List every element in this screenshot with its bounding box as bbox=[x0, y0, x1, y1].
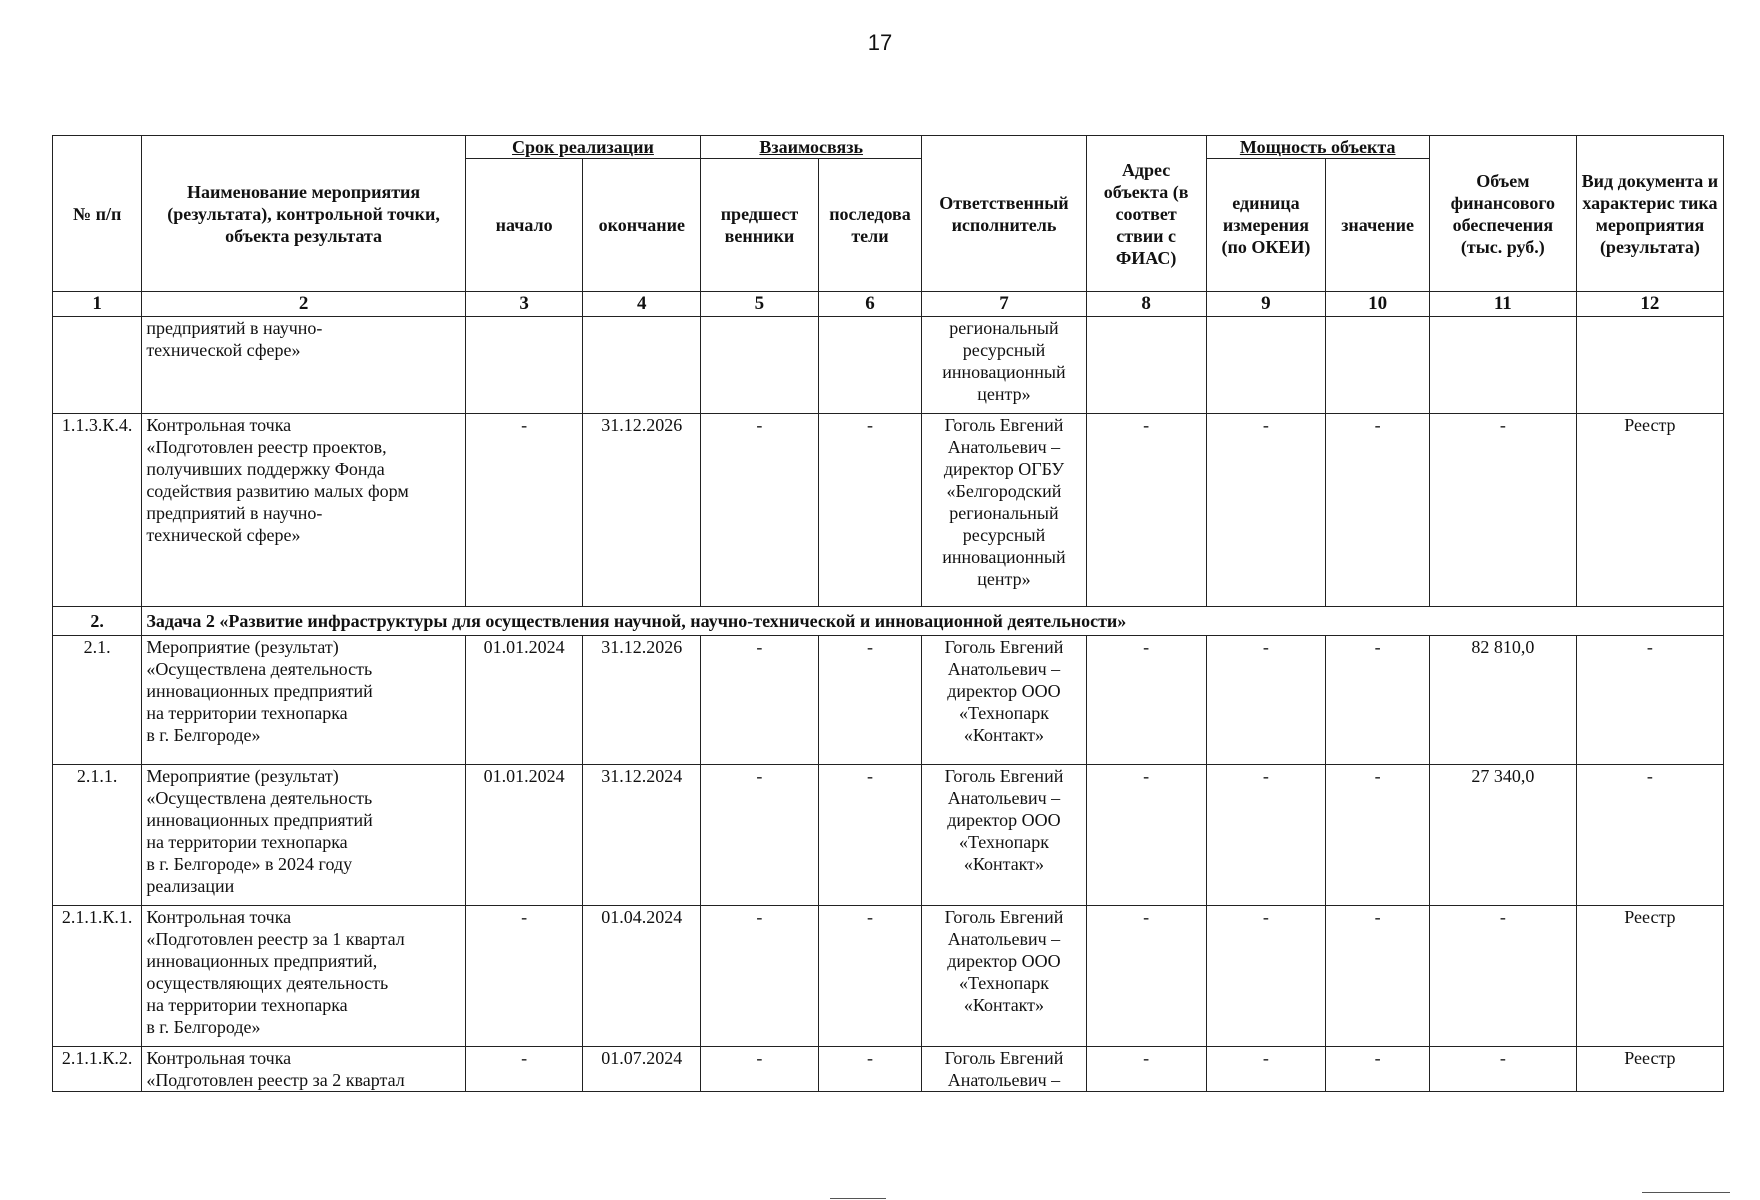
cell-start bbox=[465, 317, 583, 414]
column-number: 4 bbox=[583, 292, 701, 317]
column-numbers-row bbox=[53, 292, 1724, 317]
column-number: 7 bbox=[922, 292, 1086, 317]
cell-doc: - bbox=[1576, 636, 1723, 765]
cell-pred: - bbox=[701, 1047, 819, 1092]
cell-unit: - bbox=[1206, 906, 1326, 1047]
cell-end: 01.04.2024 bbox=[583, 906, 701, 1047]
column-number: 3 bbox=[465, 292, 583, 317]
cell-name: предприятий в научно- технической сфере» bbox=[142, 317, 466, 414]
cell-value: - bbox=[1326, 1047, 1429, 1092]
cell-address: - bbox=[1086, 414, 1206, 607]
cell-unit: - bbox=[1206, 636, 1326, 765]
cell-finance: - bbox=[1429, 414, 1576, 607]
cell-succ: - bbox=[818, 1047, 921, 1092]
cell-end bbox=[583, 317, 701, 414]
cell-doc: Реестр bbox=[1576, 906, 1723, 1047]
cell-end: 31.12.2026 bbox=[583, 636, 701, 765]
table-row bbox=[53, 765, 1724, 906]
cell-doc bbox=[1576, 317, 1723, 414]
cell-pred: - bbox=[701, 414, 819, 607]
column-number: 8 bbox=[1086, 292, 1206, 317]
cell-start: - bbox=[465, 414, 583, 607]
cell-value: - bbox=[1326, 414, 1429, 607]
table-header bbox=[53, 136, 1724, 317]
cell-doc: Реестр bbox=[1576, 1047, 1723, 1092]
header-end: окончание bbox=[583, 159, 701, 292]
header-num: № п/п bbox=[53, 136, 142, 292]
cell-value: - bbox=[1326, 906, 1429, 1047]
cell-unit: - bbox=[1206, 414, 1326, 607]
cell-num: 2. bbox=[53, 607, 142, 636]
cell-name: Контрольная точка «Подготовлен реестр за 2 квартал bbox=[142, 1047, 466, 1092]
header-doc: Вид документа и характерис тика мероприятия (результата) bbox=[1576, 136, 1723, 292]
cell-succ bbox=[818, 317, 921, 414]
header-name: Наименование мероприятия (результата), контрольной точки, объекта результата bbox=[142, 136, 466, 292]
header-finance: Объем финансового обеспечения (тыс. руб.) bbox=[1429, 136, 1576, 292]
column-number: 1 bbox=[53, 292, 142, 317]
cell-num: 2.1.1.К.2. bbox=[53, 1047, 142, 1092]
header-address: Адрес объекта (в соответ ствии с ФИАС) bbox=[1086, 136, 1206, 292]
task-row bbox=[53, 607, 1724, 636]
task-title: Задача 2 «Развитие инфраструктуры для осуществления научной, научно-технической и инновационной деятельности» bbox=[142, 607, 1724, 636]
cell-num: 2.1. bbox=[53, 636, 142, 765]
table-row bbox=[53, 1047, 1724, 1092]
column-number: 12 bbox=[1576, 292, 1723, 317]
header-term-group: Срок реализации bbox=[465, 136, 700, 159]
table-row bbox=[53, 317, 1724, 414]
column-number: 9 bbox=[1206, 292, 1326, 317]
cell-value bbox=[1326, 317, 1429, 414]
column-number: 6 bbox=[818, 292, 921, 317]
cell-name: Мероприятие (результат) «Осуществлена деятельность инновационных предприятий на территории технопарка в г. Белгороде» в 2024 году реализации bbox=[142, 765, 466, 906]
cell-value: - bbox=[1326, 765, 1429, 906]
cell-start: - bbox=[465, 1047, 583, 1092]
cell-unit: - bbox=[1206, 765, 1326, 906]
table-body bbox=[53, 317, 1724, 1092]
cell-end: 31.12.2024 bbox=[583, 765, 701, 906]
header-relation-group: Взаимосвязь bbox=[701, 136, 922, 159]
cell-finance: 27 340,0 bbox=[1429, 765, 1576, 906]
cell-value: - bbox=[1326, 636, 1429, 765]
cell-unit bbox=[1206, 317, 1326, 414]
cell-responsible: Гоголь Евгений Анатольевич – директор ОГБУ «Белгородский региональный ресурсный инновационный центр» bbox=[922, 414, 1086, 607]
cell-succ: - bbox=[818, 765, 921, 906]
cell-responsible: Гоголь Евгений Анатольевич – директор ООО «Технопарк «Контакт» bbox=[922, 636, 1086, 765]
cell-num: 2.1.1. bbox=[53, 765, 142, 906]
cell-start: 01.01.2024 bbox=[465, 636, 583, 765]
cell-unit: - bbox=[1206, 1047, 1326, 1092]
cell-responsible: Гоголь Евгений Анатольевич – bbox=[922, 1047, 1086, 1092]
cell-responsible: Гоголь Евгений Анатольевич – директор ООО «Технопарк «Контакт» bbox=[922, 765, 1086, 906]
column-number: 5 bbox=[701, 292, 819, 317]
cell-address bbox=[1086, 317, 1206, 414]
cell-pred: - bbox=[701, 906, 819, 1047]
cell-num bbox=[53, 317, 142, 414]
cell-pred bbox=[701, 317, 819, 414]
column-number: 10 bbox=[1326, 292, 1429, 317]
cell-finance: 82 810,0 bbox=[1429, 636, 1576, 765]
header-value: значение bbox=[1326, 159, 1429, 292]
column-number: 11 bbox=[1429, 292, 1576, 317]
cell-succ: - bbox=[818, 636, 921, 765]
cell-end: 31.12.2026 bbox=[583, 414, 701, 607]
cell-name: Контрольная точка «Подготовлен реестр за 1 квартал инновационных предприятий, осуществляющих деятельность на территории технопарка в г. Белгороде» bbox=[142, 906, 466, 1047]
cell-finance: - bbox=[1429, 906, 1576, 1047]
cell-name: Контрольная точка «Подготовлен реестр проектов, получивших поддержку Фонда содействия развитию малых форм предприятий в научно- технической сфере» bbox=[142, 414, 466, 607]
plan-table bbox=[52, 135, 1724, 1092]
cell-start: - bbox=[465, 906, 583, 1047]
header-start: начало bbox=[465, 159, 583, 292]
column-number: 2 bbox=[142, 292, 466, 317]
cell-pred: - bbox=[701, 765, 819, 906]
header-capacity-group: Мощность объекта bbox=[1206, 136, 1429, 159]
cell-end: 01.07.2024 bbox=[583, 1047, 701, 1092]
cell-responsible: региональный ресурсный инновационный центр» bbox=[922, 317, 1086, 414]
cell-responsible: Гоголь Евгений Анатольевич – директор ООО «Технопарк «Контакт» bbox=[922, 906, 1086, 1047]
scan-mark-line bbox=[1642, 1192, 1730, 1193]
cell-doc: Реестр bbox=[1576, 414, 1723, 607]
header-unit: единица измерения (по ОКЕИ) bbox=[1206, 159, 1326, 292]
cell-finance: - bbox=[1429, 1047, 1576, 1092]
cell-pred: - bbox=[701, 636, 819, 765]
scan-mark-line bbox=[830, 1198, 886, 1199]
table-row bbox=[53, 414, 1724, 607]
cell-succ: - bbox=[818, 414, 921, 607]
cell-finance bbox=[1429, 317, 1576, 414]
header-successors: последова тели bbox=[818, 159, 921, 292]
cell-num: 2.1.1.К.1. bbox=[53, 906, 142, 1047]
cell-address: - bbox=[1086, 765, 1206, 906]
cell-address: - bbox=[1086, 1047, 1206, 1092]
cell-doc: - bbox=[1576, 765, 1723, 906]
cell-num: 1.1.3.К.4. bbox=[53, 414, 142, 607]
cell-address: - bbox=[1086, 906, 1206, 1047]
cell-name: Мероприятие (результат) «Осуществлена деятельность инновационных предприятий на территории технопарка в г. Белгороде» bbox=[142, 636, 466, 765]
table-row bbox=[53, 636, 1724, 765]
cell-address: - bbox=[1086, 636, 1206, 765]
cell-succ: - bbox=[818, 906, 921, 1047]
page-number: 17 bbox=[867, 30, 893, 55]
table-row bbox=[53, 906, 1724, 1047]
cell-start: 01.01.2024 bbox=[465, 765, 583, 906]
header-responsible: Ответственный исполнитель bbox=[922, 136, 1086, 292]
header-predecessors: предшест венники bbox=[701, 159, 819, 292]
